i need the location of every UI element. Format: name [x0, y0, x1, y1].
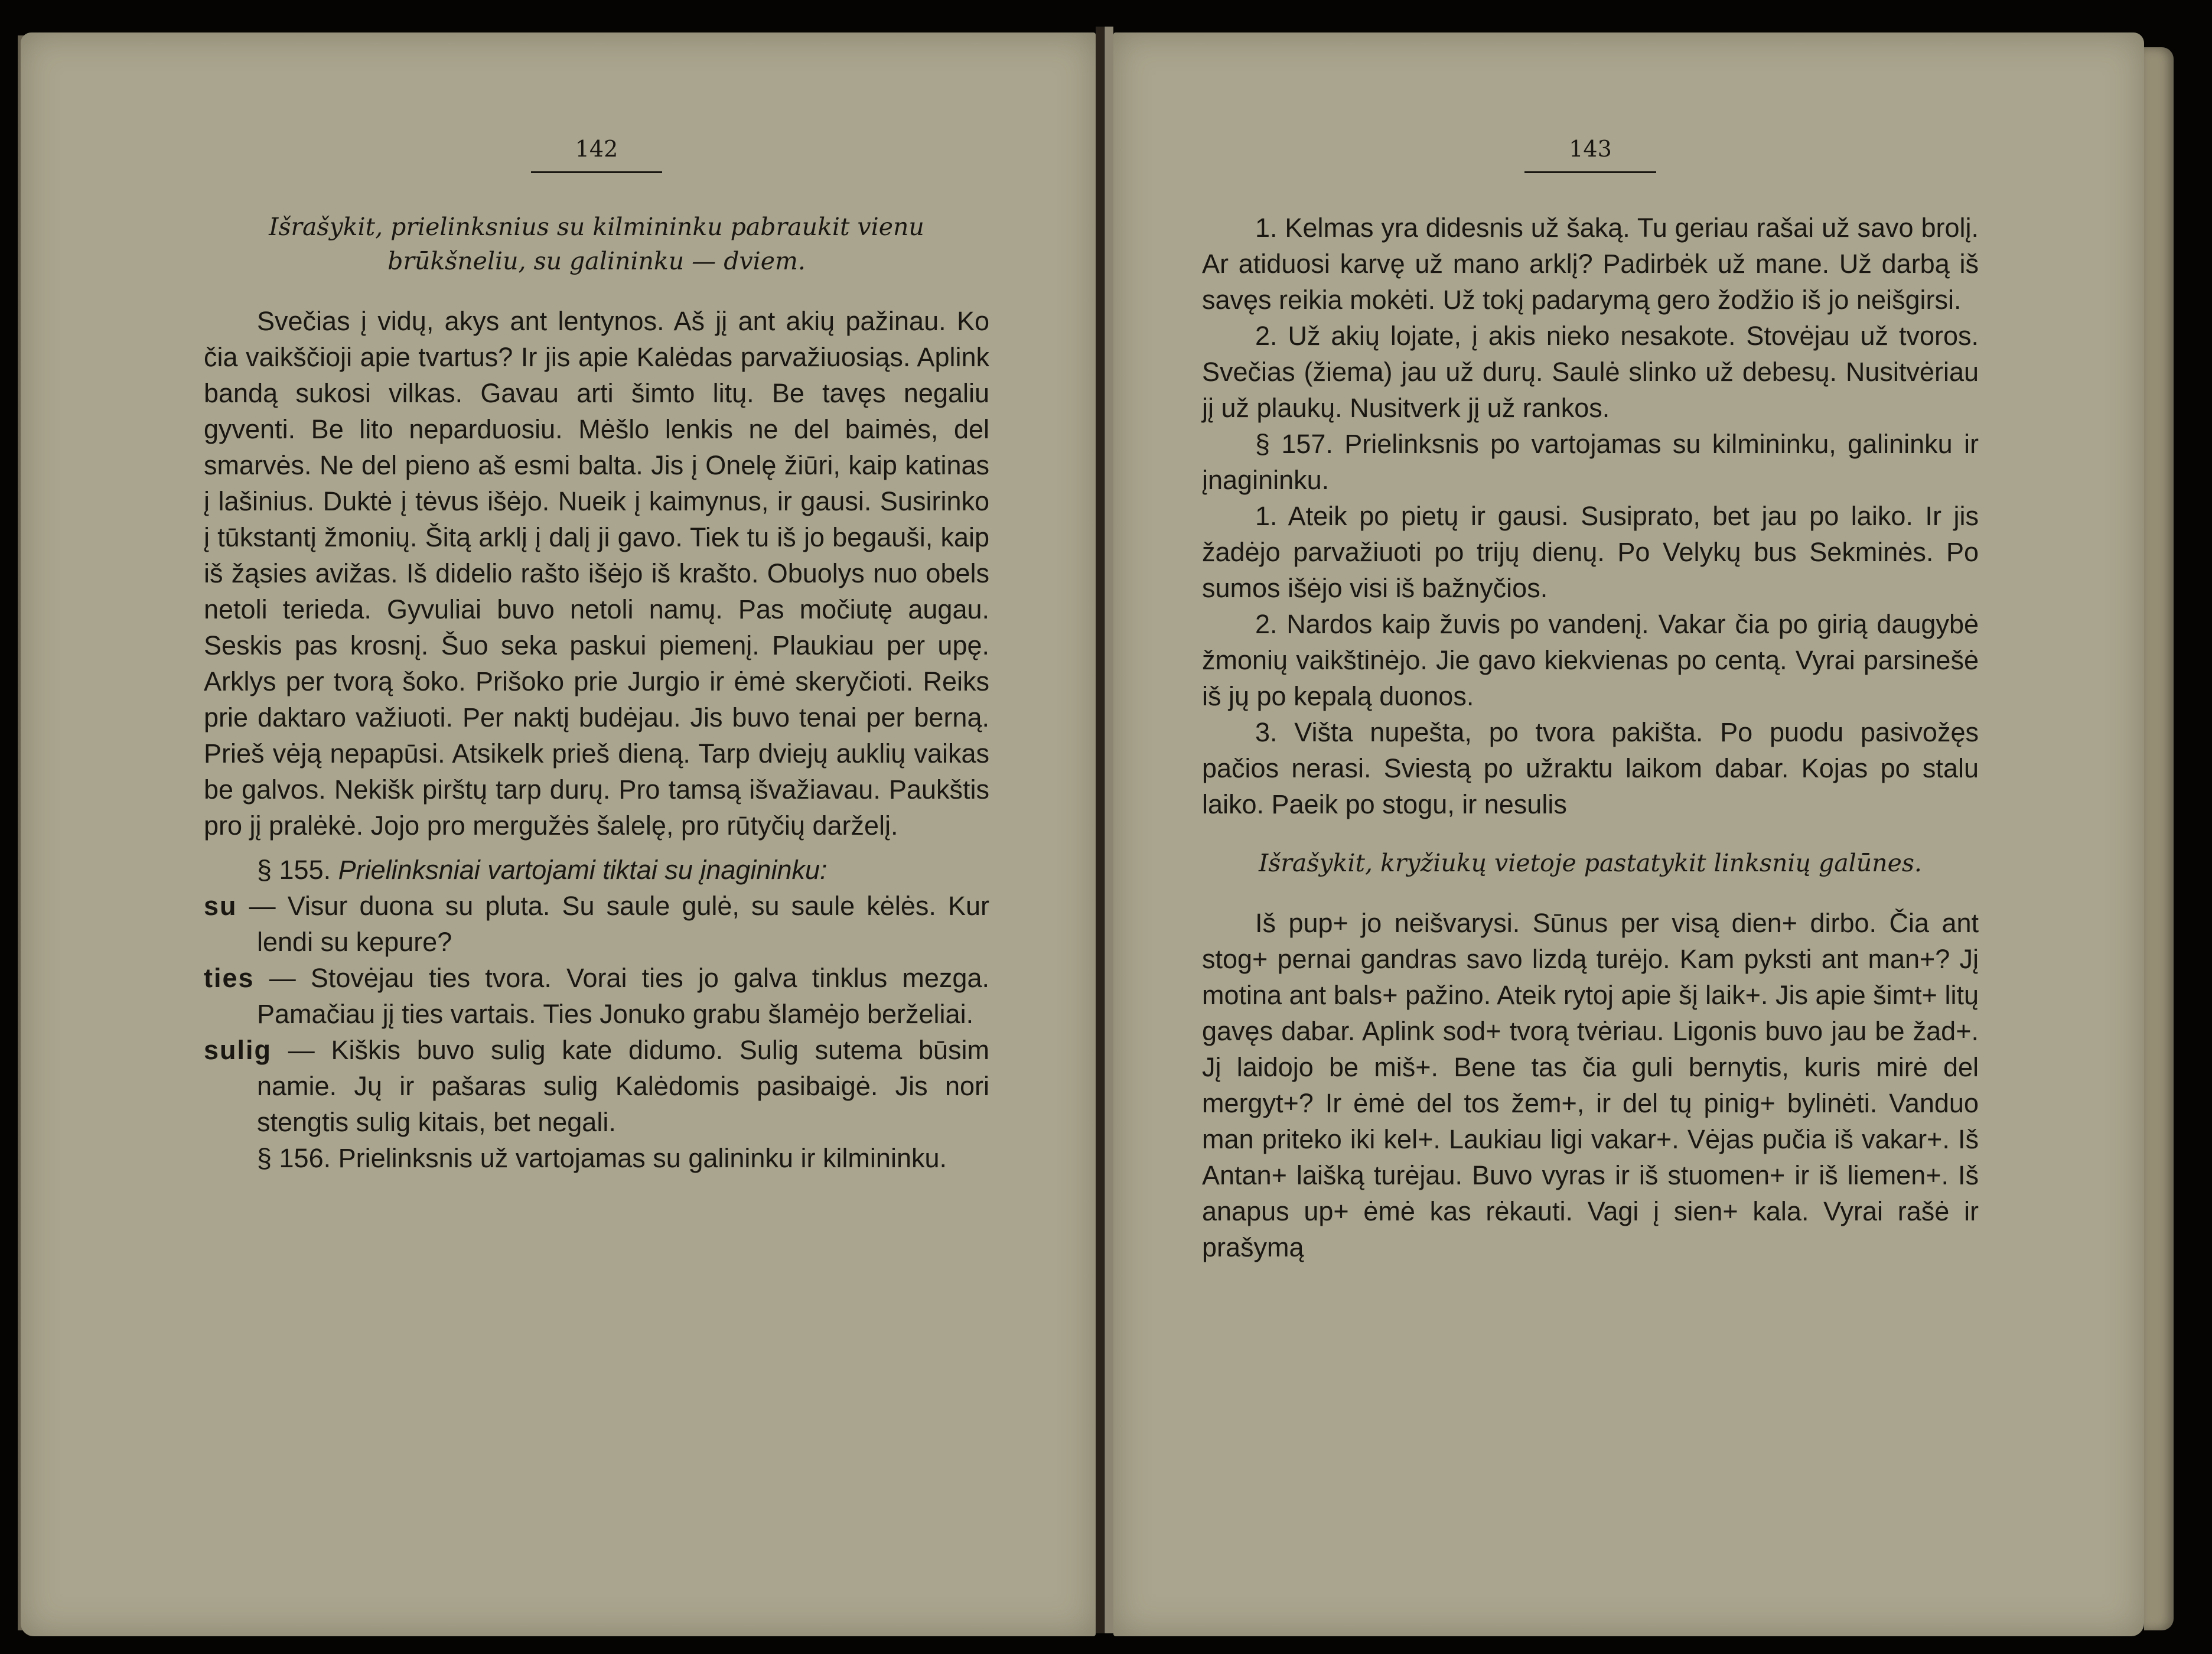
page-number-left: 142	[204, 136, 989, 173]
right-page-edge	[2144, 47, 2174, 1630]
exercise-paragraph: Svečias į vidų, akys ant lentynos. Aš jį ant akių pažinau. Ko čia vaikščioji apie tvartus? Ir jis apie Kalėdas parvažiuosiąs. Aplink bandą sukosi vilkas. Gavau arti šimto litų. Be tavęs negaliu gyventi. Be lito neparduosiu. Mėšlo lenkis ne del baimės, del smarvės. Ne del pieno aš esmi balta. Jis į Onelę žiūri, kaip katinas į lašinius. Duktė į tėvus išėjo. Nueik į kaimynus, ir gausi. Susirinko į tūkstantį žmonių. Šitą arklį į dalį ji gavo. Tiek tu iš jo begauši, kaip iš žąsies avižas. Iš didelio rašto išėjo iš krašto. Obuolys nuo obels netoli terieda. Gyvuliai buvo netoli namų. Pas močiutę augau. Seskis pas krosnį. Šuo seka paskui piemenį. Plaukiau per upę. Arklys per tvorą šoko. Prišoko prie Jurgio ir ėmė skeryčioti. Reiks prie daktaro važiuoti. Per naktį budėjau. Jis buvo tenai per berną. Prieš vėją nepapūsi. Atsikelk prieš dieną. Tarp dviejų auklių vaikas be galvos. Nekišk pirštų tarp durų. Pro tamsą išvažiavau. Paukštis pro jį pralėkė. Jojo pro mergužės šalelę, pro rūtyčių darželį.	[204, 306, 989, 841]
book-gutter	[1096, 27, 1104, 1633]
paragraph-157-1: 1. Ateik po pietų ir gausi. Susiprato, bet jau po laiko. Ir jis žadėjo parvažiuoti po trijų dienų. Po Velykų bus Sekminės. Po sumos išėjo visi iš bažnyčios.	[1202, 501, 1979, 603]
left-page-content	[204, 136, 989, 1176]
exercise-instruction-left: Išrašykit, prielinksnius su kilmininku pabraukit vienu brūkšneliu, su galininku — dviem.	[269, 213, 924, 275]
section-157: § 157. Prielinksnis po vartojamas su kilmininku, galininku ir įnagininku.	[1202, 429, 1979, 495]
section-156: § 156. Prielinksnis už vartojamas su galininku ir kilmininku.	[257, 1143, 947, 1173]
preposition-examples: — Kiškis buvo sulig kate didumo. Sulig sutema būsim namie. Jų ir pašaras sulig Kalėdomis pasibaigė. Jis nori stengtis sulig kitais, bet negali.	[257, 1035, 989, 1137]
section-155-number: § 155.	[257, 855, 331, 885]
preposition-entry-su	[204, 888, 989, 960]
preposition-keyword: su	[204, 891, 237, 921]
preposition-entry-ties	[204, 960, 989, 1032]
section-155-heading: Prielinksniai vartojami tiktai su įnagininku:	[338, 855, 828, 885]
right-page-content	[1202, 136, 1979, 1265]
paragraph-156-1: 1. Kelmas yra didesnis už šaką. Tu geriau rašai už savo brolį. Ar atiduosi karvę už mano arklį? Padirbėk už mane. Už darbą iš savęs reikia mokėti. Už tokį padarymą gero žodžio iš jo neišgirsi.	[1202, 213, 1979, 315]
page-number-right: 143	[1202, 136, 1979, 173]
preposition-examples: — Stovėjau ties tvora. Vorai ties jo galva tinklus mezga. Pamačiau jį ties vartais. Ties Jonuko grabu šlamėjo berželiai.	[257, 963, 989, 1029]
preposition-keyword: ties	[204, 963, 255, 993]
section-155	[204, 852, 989, 888]
paragraph-157-3: 3. Višta nupešta, po tvora pakišta. Po puodu pasivožęs pačios nerasi. Sviestą po užraktu laikom dabar. Kojas po stalu laiko. Paeik po stogu, ir nesulis	[1202, 717, 1979, 819]
paragraph-156-2: 2. Už akių lojate, į akis nieko nesakote. Stovėjau už tvoros. Svečias (žiema) jau už durų. Saulė slinko už debesų. Nusitvėriau jį už plaukų. Nusitverk jį už rankos.	[1202, 321, 1979, 423]
exercise-instruction-right: Išrašykit, kryžiukų vietoje pastatykit linksnių galūnes.	[1259, 849, 1922, 877]
book-gutter-shadow	[1105, 27, 1113, 1633]
paragraph-157-2: 2. Nardos kaip žuvis po vandenį. Vakar čia po girią daugybė žmonių vaikštinėjo. Jie gavo kiekvienas po centą. Vyrai parsinešė iš jų po kepalą duonos.	[1202, 609, 1979, 711]
preposition-keyword: sulig	[204, 1035, 272, 1065]
exercise-fill-in: Iš pup+ jo neišvarysi. Sūnus per visą dien+ dirbo. Čia ant stog+ pernai gandras savo lizdą turėjo. Kam pyksti ant man+? Jį motina ant bals+ pažino. Ateik rytoj apie šį laik+. Jis apie šimt+ litų gavęs dabar. Aplink sod+ tvorą tvėriau. Ligonis buvo jau be žad+. Jį laidojo be miš+. Bene tas čia guli bernytis, kuris mirė del mergyt+? Ir ėmė del tos žem+, ir del tų pinig+ bylinėti. Vanduo man priteko iki kel+. Laukiau ligi vakar+. Vėjas pučia iš vakar+. Iš Antan+ laišką turėjau. Buvo vyras ir iš stuomen+ ir iš liemen+. Iš anapus up+ ėmė kas rėkauti. Vagi į sien+ kala. Vyrai rašė ir prašymą	[1202, 908, 1979, 1262]
preposition-entry-sulig	[204, 1032, 989, 1140]
preposition-examples: — Visur duona su pluta. Su saule gulė, su saule kėlės. Kur lendi su kepure?	[249, 891, 989, 957]
